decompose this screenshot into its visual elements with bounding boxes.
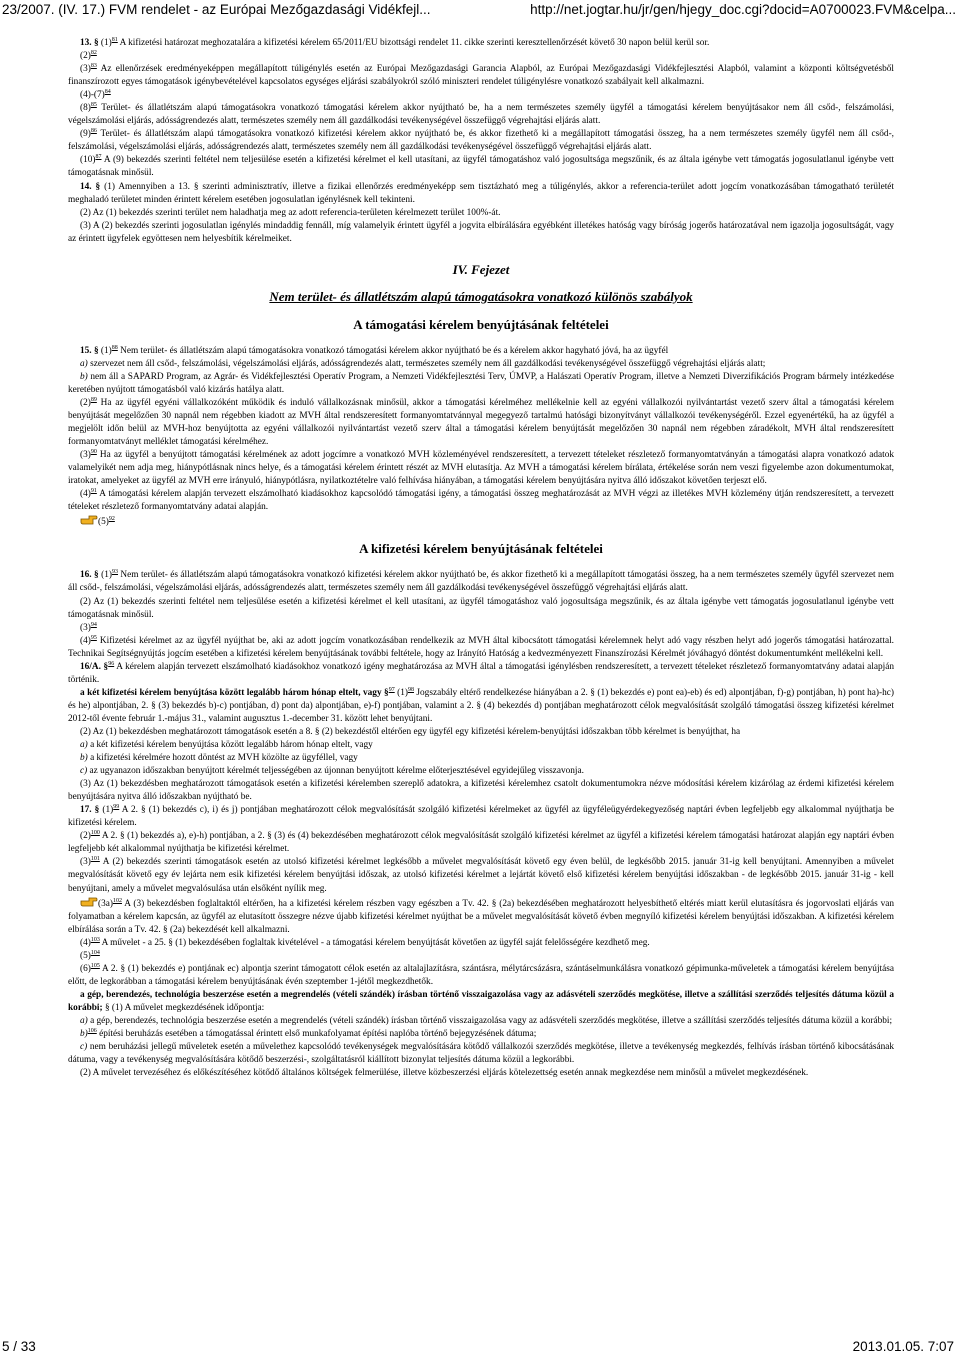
paragraph-16B-2-a: a) a két kifizetési kérelem benyújtása között legalább három hónap eltelt, vagy xyxy=(80,740,373,751)
browser-print-footer xyxy=(0,1336,960,1354)
footnote-link[interactable]: 87 xyxy=(95,154,102,161)
footnote-link[interactable]: 84 xyxy=(104,89,111,96)
footnote-link[interactable]: 105 xyxy=(90,962,100,969)
section-mark: § xyxy=(91,38,99,48)
section-mark: § xyxy=(91,570,99,581)
paragraph-16B-1: a két kifizetési kérelem benyújtása között legalább három hónap eltelt, vagy §$^{97}$ $(1)^{98}$ Jogszabály eltérő rendelkezése hiányában a 2. § (1) bekezdés e) pont ea)-eb) és ed) alpontjában, f)-g) pontjában, h) pont ha)-hc) és he) alpontjában, 2. § (3) bekezdés b)-c) pontjában, d) pont da) alpontjában, e)-f) pontjában, valamint a 2. § (4) bekezdés d) pontjában meghatározott célok megvalósítását szolgáló támogatási összeg kifizetési kérelmet 2012-től évente február 1.-május 31., valamint augusztus 1.-december 31. között lehet benyújtani. xyxy=(68,686,894,724)
footnote-link[interactable]: 82 xyxy=(90,50,97,57)
section-mark: § xyxy=(91,805,100,816)
paragraph-18-1: a gép, berendezés, technológia beszerzése esetén a megrendelés (vételi szándék) írásban történő visszaigazolása vagy az adásvételi szerződés megkötése, illetve a szállítási szerződés teljesítés dátuma közül a korábbi; § (1) A művelet megkezdésének időpontja: xyxy=(68,989,894,1013)
paragraph-18-2: (2) A művelet tervezéséhez és előkészítéséhez kötődő általános költségek felmerülése, illetve közbeszerzési eljárás kötelezettség esetén annak megkezdése nem minősül a művelet megkezdésének. xyxy=(80,1068,809,1079)
footnote-link[interactable]: 100 xyxy=(90,830,100,837)
paragraph-13-3: $(3)^{83}$ Az ellenőrzések eredményeképpen megállapított túligénylés esetén az Európai Mezőgazdasági Garancia Alapból, az Európai Mezőgazdasági Vidékfejlesztési Alapból, valamint a központi költségvetésből finanszírozott egyes támogatások igénybevételével kapcsolatos egységes eljárási szabályokról szóló miniszteri rendelet túligénylésre vonatkozó szabályait kell alkalmazni. xyxy=(68,63,894,88)
paragraph-16B-2: (2) Az (1) bekezdésben meghatározott támogatások esetén a 8. § (2) bekezdéstől eltérően egy ügyfél egy kifizetési kérelem-benyújtási időszakban több kérelmet is benyújthat, ha xyxy=(80,726,741,737)
paragraph-16-3: $(3)^{94}$ xyxy=(80,621,97,633)
footnote-link[interactable]: 85 xyxy=(90,102,97,109)
paragraph-13-10: $(10)^{87}$ A (9) bekezdés szerinti feltétel nem teljesülése esetén a kifizetési kérelmet el kell utasítani, az ügyfél támogatáshoz való jogosultsága megszűnik, és az általa igénybe vett támogatás jogosulatlanul igénybe vett támogatásnak minősül. xyxy=(68,154,894,179)
paragraph-15-1-a: a) szervezet nem áll csőd-, felszámolási, végelszámolási eljárás, adósságrendezés alatt, természetes személy nem áll gazdálkodási tevékenységével összefüggő végrehajtási eljárás alatt; xyxy=(80,358,766,369)
paragraph-14-3: (3) A (2) bekezdés szerinti jogosulatlan igénylés mindaddig fennáll, míg valamelyik érintett ügyfél a jogvita elbírálására egyébként illetékes hatóság vagy bíróság jogerős határozatával nem igazolja jogosultságát, vagy az érintett ügyfelek egyöttesen nem helyesbítik kérelmeiket. xyxy=(68,220,894,244)
chapter-heading: IV. Fejezet xyxy=(452,261,510,277)
footnote-link[interactable]: 102 xyxy=(112,897,122,904)
paragraph-18-1-a: a) a gép, berendezés, technológia beszerzése esetén a megrendelés (vételi szándék) írásban történő visszaigazolása vagy az adásvételi szerződés megkötése, illetve a szállítási szerződés teljesítés dátuma közül a korábbi; xyxy=(80,1016,893,1026)
footnote-link[interactable]: 83 xyxy=(90,63,97,70)
paragraph-17-5: $(5)^{104}$ xyxy=(80,949,100,961)
page-number: 5 / 33 xyxy=(2,1339,36,1354)
paragraph-15-1: 15. § $(1)^{88}$ Nem terület- és állatlétszám alapú támogatásokra vonatkozó támogatási kérelem akkor nyújtható be és a kérelem akkor hagyható jóvá, ha az ügyfél xyxy=(80,344,669,356)
paragraph-15-1-b: b) nem áll a SAPARD Program, az Agrár- és Vidékfejlesztési Operatív Program, a Nemzeti Vidékfejlesztési Terv, ÚMVP, a Halászati Operatív Program, illetve a Nemzeti Diverzifikációs Program bármely intézkedése keretében nyújtott támogatásból való kizárás hatálya alatt. xyxy=(68,371,894,395)
paragraph-15-3: $(3)^{90}$ Ha az ügyfél a benyújtott támogatási kérelmének az adott jogcímre a vonatkozó MVH közleményével rendszeresített, a tervezett tételeket részletező formanyomtatványán a támogatási alapra vonatkozó adatok valamelyikét nem adja meg, hiánypótlásnak nincs helye, és a támogatási kérelem érintett részét az MVH elutasítja. Az MVH a támogatási kérelem bírálata, értékelése során nem veszi figyelembe azon dokumentumokat, iratokat, amelyeket az ügyfél az MVH erre irányuló, hiánypótlásra, nyilatkoztételre való felhívása hiányában, a támogatási kérelem benyújtására nyitva álló időszakot követően terjeszt elő. xyxy=(68,449,894,487)
pointing-hand-icon[interactable] xyxy=(80,514,98,526)
footnote-link[interactable]: 96 xyxy=(108,660,115,667)
paragraph-17-6: $(6)^{105}$ A 2. § (1) bekezdés e) pontjának ec) alpontja szerint támogatott célok esetén az altalajlazításra, szántásra, mélytárcsázásra, szántáselmunkálásra vonatkozó gépimunka-műveletek a támogatási kérelem benyújtása előtt, de legkorábban a támogatási kérelem benyújtásának évén szeptember 1-jétől megkezdhetők. xyxy=(68,962,894,987)
paragraph-16-4: $(4)^{95}$ Kifizetési kérelmet az az ügyfél nyújthat be, aki az adott jogcím vonatkozásában rendelkezik az MVH által kibocsátott támogatási kérelemnek helyt adó vagy részben helyt adó jogerős támogatási határozattal. Technikai Segítségnyújtás jogcím esetében a kifizetési kérelem benyújtásának további feltétele, hogy az Irányító Hatóság a kedvezményezett Finanszírozási Kérelmét jóváhagyó döntést dokumentumként mellékelni kell. xyxy=(68,634,894,659)
document-title: 23/2007. (IV. 17.) FVM rendelet - az Európai Mezőgazdasági Vidékfejl... xyxy=(2,2,431,17)
paragraph-13-1: 13. § $(1)^{81}$ A kifizetési határozat meghozatalára a kifizetési kérelem 65/2011/EU bizottsági rendelet 11. cikke szerinti keresztellenőrzését követő 30 napon belül kerül sor. xyxy=(80,37,710,48)
section-mark: § xyxy=(100,661,109,672)
paragraph-16B-2-c: c) az ugyanazon időszakban benyújtott kérelmét teljességében az újonnan benyújtott kérelme előterjesztésével egyidejűleg visszavonja. xyxy=(80,766,584,777)
paragraph-17-1: 17. § $(1)^{99}$ A 2. § (1) bekezdés c), i) és j) pontjában meghatározott célok megvalósítását szolgáló kifizetési kérelmeket az ügyfél az ügyféleügyérdekegyezőség naptári évben legfeljebb egy alkalommal nyújthatja be kifizetési kérelem. xyxy=(68,804,894,829)
paragraph-18-1-b: b)$^{106}$ építési beruházás esetében a támogatással érintett első munkafolyamat építési naplóba történő bejegyzésének dátuma; xyxy=(80,1028,537,1040)
section-mark: § xyxy=(381,687,389,698)
pointing-hand-icon[interactable] xyxy=(80,896,98,908)
paragraph-15-4: $(4)^{91}$ A támogatási kérelem alapján tervezett elszámolható kiadásokhoz kapcsolódó támogatási igény, a támogatási összeg meghatározását az MVH végzi az illetékes MVH közlemény útján rendszeresített, a tervezett tételeket részletező formanyomtatvány adatai alapján. xyxy=(68,488,894,513)
paragraph-14-2: (2) Az (1) bekezdés szerinti terület nem haladhatja meg az adott referencia-területen kérelmezett terület 100%-át. xyxy=(80,207,501,218)
footnote-link[interactable]: 98 xyxy=(407,686,414,693)
paragraph-15-2: $(2)^{89}$ Ha az ügyfél egyéni vállalkozóként működik és induló vállalkozásnak minősül, akkor a támogatási kérelméhez mellékelnie kell az egyéni vállalkozói nyilvántartást vezető szerv által a támogatási kérelem benyújtását megelőzően 30 napnál nem régebben kiadott az MVH által rendszeresített formanyomtatvánnyal megegyező tartalmú hatósági bizonyítványt vállalkozói tevékenységéről. Ezzel egyenértékű, ha az ügyfél a megjelölt időn belül az MVH-hoz benyújtotta az egyéni vállalkozói nyilvántartást vezető szerv által a támogatási kérelem benyújtását megelőzően 30 napnál nem régebben záradékolt, MVH által rendszeresített formanyomtatványt melléklet támogatási kérelméhez. xyxy=(68,396,894,448)
section-mark: § xyxy=(91,181,101,192)
chapter-title: Nem terület- és állatlétszám alapú támogatásokra vonatkozó különös szabályok xyxy=(269,288,693,304)
paragraph-13-9: $(9)^{86}$ Terület- és állatlétszám alapú támogatásokra vonatkozó kifizetési kérelem akkor nyújtható be, és akkor fizethető ki a megállapított támogatási összeg, ha a nem természetes személy ügyfél nem áll csőd-, felszámolási, végelszámolási eljárás, adósságrendezés alatt, természetes személy nem áll gazdálkodási tevékenységével összefüggő végrehajtási eljárás alatt. xyxy=(68,128,894,153)
footnote-link[interactable]: 97 xyxy=(388,686,395,693)
paragraph-16-2: (2) Az (1) bekezdés szerinti feltétel nem teljesülése esetén a kifizetési kérelmet el kell utasítani, az ügyfél támogatáshoz való jogosultsága megszűnik, és az általa igénybe vett támogatás jogosulatlanul igénybe vett támogatásnak minősül. xyxy=(68,596,894,620)
footnote-link[interactable]: 103 xyxy=(90,936,100,943)
section-mark: § xyxy=(91,345,99,356)
document-url: http://net.jogtar.hu/jr/gen/hjegy_doc.cgi?docid=A0700023.FVM&celpa... xyxy=(530,2,956,17)
paragraph-18-1-c: c) nem beruházási jellegű műveletek esetén a művelethez kapcsolódó tevékenységek megvalósítására kötődő vállalkozói szerződés megkötése, illetve a tevékenység megkezdés, felhívás írásban történő kibocsátásának dátuma, vagy a tevékenység megvalósítására kötődő beszerzési-, szolgáltatásról kiállított bizonylat teljesítés dátuma közül a legkorábbi. xyxy=(68,1042,894,1066)
paragraph-15-5: $(5)^{92}$ xyxy=(68,514,894,529)
paragraph-17-3: $(3)^{101}$ A (2) bekezdés szerinti támogatások esetén az utolsó kifizetési kérelmet legkésőbb a művelet megvalósítását követő egy éven belül, de legkésőbb 2015. január 31-ig kell benyújtani. Amennyiben a művelet megvalósítását követő egy év lejárta nem esik kifizetési kérelem benyújtási időszak, az utolsó kifizetési kérelmet a lejártát követő első kifizetési kérelem benyújtási időszakban - de legkésőbb 2015. január 31-ig - kell benyújtani, amely a művelet megvalósulása után elsőként nyílik meg. xyxy=(68,856,894,894)
footnote-link[interactable]: 81 xyxy=(111,37,118,43)
paragraph-16B-2-b: b) a kifizetési kérelmére hozott döntést az MVH közölte az ügyféllel, vagy xyxy=(80,753,358,764)
paragraph-16B-3: (3) Az (1) bekezdésben meghatározott támogatások esetén a kifizetési kérelemben szereplő adatokra, a kifizetési kérelemhez csatolt dokumentumokra nézve módosítási kérelem kizárólag az érdemi kifizetési kérelem benyújtására nyitva álló időszakban nyújtható be. xyxy=(68,779,894,803)
footnote-link[interactable]: 106 xyxy=(87,1028,97,1035)
paragraph-13-2: $(2)^{82}$ xyxy=(80,50,97,62)
footnote-link[interactable]: 99 xyxy=(113,804,120,811)
footnote-link[interactable]: 101 xyxy=(90,856,100,863)
paragraph-16-1: 16. § $(1)^{93}$ Nem terület- és állatlétszám alapú támogatásokra vonatkozó kifizetési kérelem akkor nyújtható be, és akkor fizethető ki a megállapított támogatási összeg, ha a nem természetes személy ügyfél szervezet nem áll csőd-, felszámolási, végelszámolási eljárás, adósságrendezés alatt, természetes személy nem áll gazdálkodási tevékenységével összefüggő végrehajtási eljárás alatt. xyxy=(68,569,894,594)
footnote-link[interactable]: 93 xyxy=(112,569,118,576)
document-body xyxy=(68,37,894,1080)
print-datetime: 2013.01.05. 7:07 xyxy=(852,1339,954,1354)
footnote-link[interactable]: 104 xyxy=(90,949,100,956)
paragraph-16A: 16/A. §$^{96}$ A kérelem alapján tervezett elszámolható kiadásokhoz vonatkozó igény meghatározása az MVH által a támogatási igénylésben rendszeresített, a tervezett tételeket részletező formanyomtatvány adatai alapján történik. xyxy=(68,660,894,685)
paragraph-17-2: $(2)^{100}$ A 2. § (1) bekezdés a), e)-h) pontjában, a 2. § (3) és (4) bekezdésében meghatározott célok megvalósítását szolgáló kifizetési kérelmet az ügyfél a kifizetési kérelem támogatási határozat alapján egy naptári évben legfeljebb két alkalommal nyújthatja be kifizetési kérelmet. xyxy=(68,830,894,855)
footnote-link[interactable]: 94 xyxy=(90,621,97,628)
subheading-support-application: A támogatási kérelem benyújtásának feltételei xyxy=(353,316,609,332)
footnote-link[interactable]: 88 xyxy=(111,344,118,351)
paragraph-13-4-7: $(4)-(7)^{84}$ xyxy=(80,89,111,101)
footnote-link[interactable]: 92 xyxy=(108,516,115,523)
browser-print-header xyxy=(0,2,960,20)
footnote-link[interactable]: 89 xyxy=(90,396,97,403)
paragraph-17-3a: $(3a)^{102}$ A (3) bekezdésben foglaltaktól eltérően, ha a kifizetési kérelem részben vagy egészben a Tv. 42. § (2a) bekezdésében meghatározott helyesbíthető eltérés miatt kerül elutasításra és jogorvoslati eljárás van folyamatban a kérelem kapcsán, az ügyfél az elutasított összegre nézve újabb kifizetési kérelmet nyújthat be a művelet megvalósítását követő évben megnyíló kifizetési kérelem benyújtási időszakban. A kifizetési kérelem elbírálása során a Tv. 42. § (2a) bekezdését kell alkalmazni. xyxy=(68,897,894,935)
footnote-link[interactable]: 95 xyxy=(90,634,97,641)
paragraph-13-8: $(8)^{85}$ Terület- és állatlétszám alapú támogatásokra vonatkozó támogatási kérelem akkor nyújtható be, ha a nem természetes személy ügyfél a támogatási kérelem benyújtásakor nem áll csőd-, felszámolási, végelszámolási eljárás, adósságrendezés alatt, természetes személy nem áll gazdálkodási tevékenységével összefüggő végrehajtási eljárás alatt. xyxy=(68,102,894,127)
footnote-link[interactable]: 90 xyxy=(90,449,97,456)
paragraph-17-4: $(4)^{103}$ A művelet - a 25. § (1) bekezdésében foglaltak kivételével - a támogatási kérelem benyújtását követően az ügyfél saját felelősségére kezdhető meg. xyxy=(80,936,650,948)
footnote-link[interactable]: 86 xyxy=(90,128,97,135)
paragraph-14-1: 14. § (1) Amennyiben a 13. § szerinti adminisztratív, illetve a fizikai ellenőrzés eredményeképp sem tisztázható meg a túligénylés, akkor a referencia-terület adott jogcím vonatkozásában támogatható területét meghaladó területet minden érintett kérelem esetében jogosulatlan igénylésnek kell tekinteni. xyxy=(68,181,894,205)
subheading-payment-application: A kifizetési kérelem benyújtásának feltételei xyxy=(359,541,603,557)
footnote-link[interactable]: 91 xyxy=(90,488,97,495)
